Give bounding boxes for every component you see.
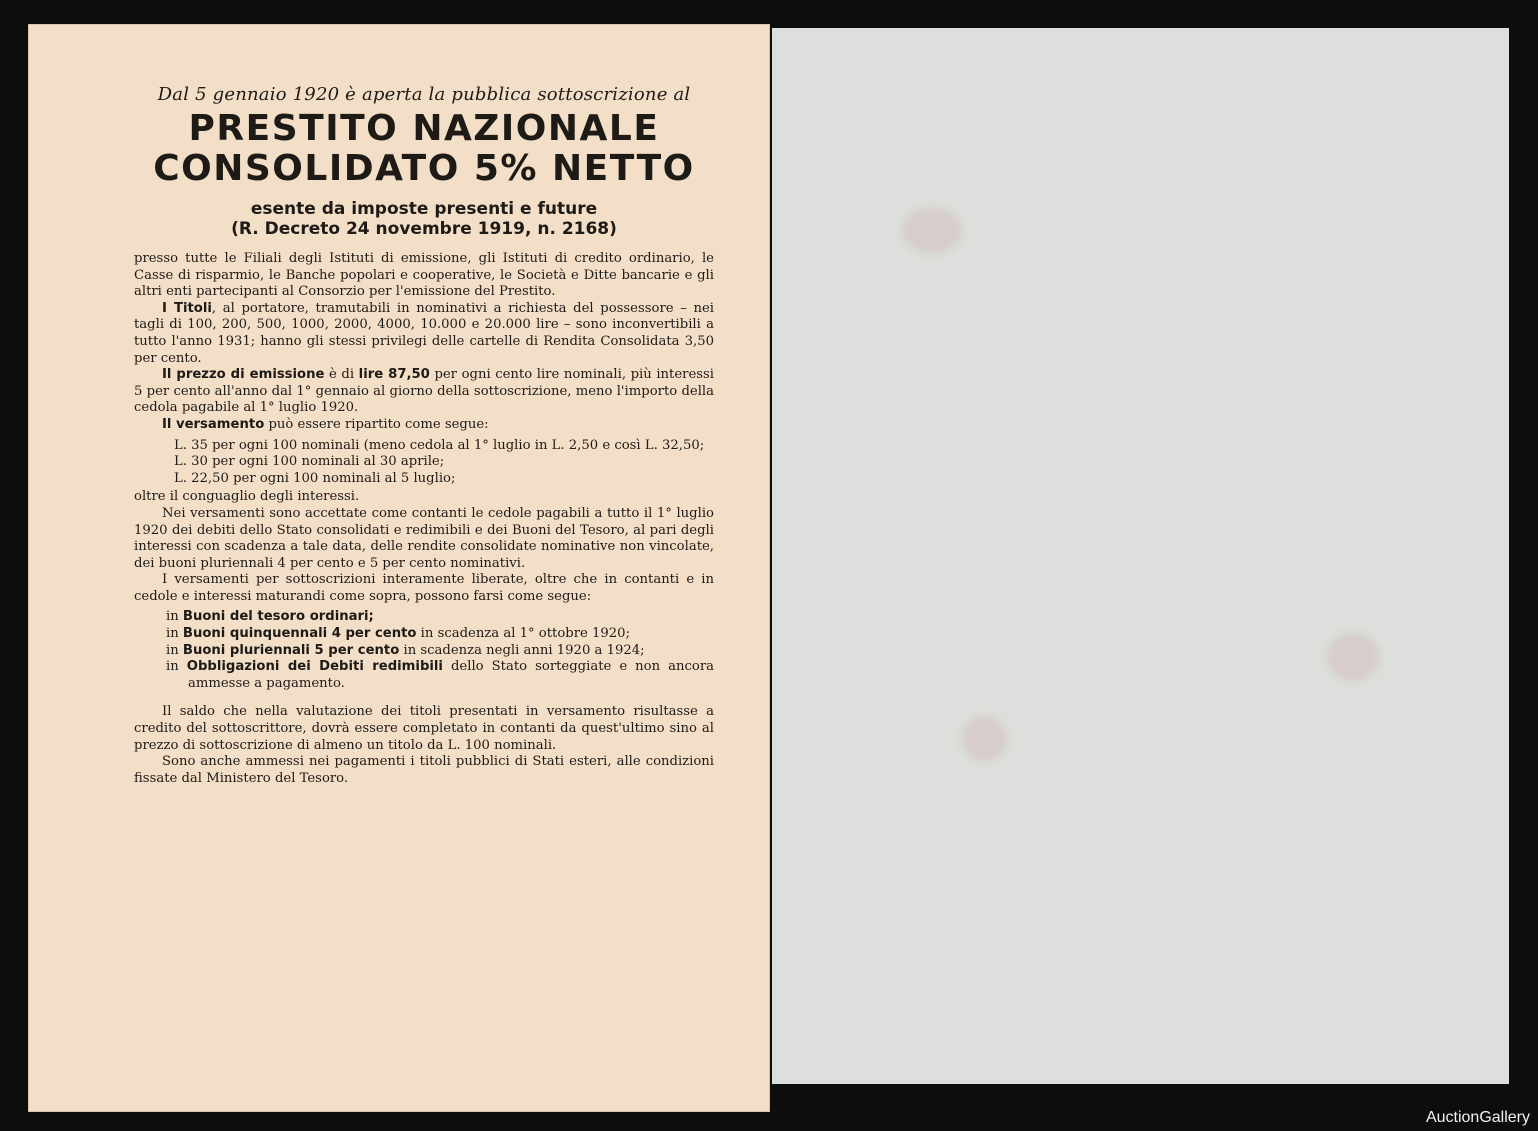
paragraph-contanti: Nei versamenti sono accettate come contanti le cedole pagabili a tutto il 1° luglio 1920 dei debiti dello Stato consolidati e redimibili e dei Buoni del Tesoro, al pari degli interessi con scadenza a tale data, delle rendite consolidate nominative non vincolate, dei buoni pluriennali 4 per cento e 5 per cento nominativi. (134, 505, 714, 571)
versamento-label: Il versamento (162, 416, 265, 432)
prezzo-label: Il prezzo di emissione (162, 367, 325, 383)
titoli-label: I Titoli (162, 300, 212, 316)
title-line-1: PRESTITO NAZIONALE (188, 108, 660, 149)
stain (962, 716, 1007, 761)
prezzo-mid: è di (324, 367, 359, 383)
option-4: in Obbligazioni dei Debiti redimibili dello Stato sorteggiate e non ancora ammesse a pagamento. (166, 659, 714, 691)
titoli-text: , al portatore, tramutabili in nominativi a richiesta del possessore – nei tagli di 100, 200, 500, 1000, 2000, 4000, 10.000 e 20.000 lire – sono inconvertibili a tutto l'anno 1931; hanno gli stessi privilegi delle cartelle di Rendita Consolidata 3,50 per cento. (134, 300, 714, 366)
option-3: in Buoni pluriennali 5 per cento in scadenza negli anni 1920 a 1924; (166, 642, 645, 658)
paragraph-titoli (134, 301, 714, 367)
body-text (134, 251, 714, 787)
paragraph-liberate: I versamenti per sottoscrizioni interamente liberate, oltre che in contanti e in cedole e interessi maturandi come sopra, possono farsi come segue: (134, 572, 714, 604)
loan-announcement (134, 84, 714, 787)
right-page (772, 28, 1509, 1084)
title-line-2: CONSOLIDATO 5% NETTO (153, 148, 695, 189)
paragraph-saldo: Il saldo che nella valutazione dei titoli presentati in versamento risultasse a credito del sottoscrittore, dovrà essere completato in contanti da quest'ultimo sino al prezzo di sottoscrizione di almeno un titolo da L. 100 nominali. (134, 704, 714, 753)
installments-list (174, 438, 714, 488)
stain (1327, 633, 1379, 681)
paragraph-versamento (134, 417, 714, 434)
installment-3: L. 22,50 per ogni 100 nominali al 5 luglio; (174, 470, 456, 486)
paragraph-prezzo (134, 367, 714, 417)
options-list (148, 609, 714, 692)
paragraph-conguaglio: oltre il conguaglio degli interessi. (134, 489, 360, 505)
installment-2: L. 30 per ogni 100 nominali al 30 aprile; (174, 454, 445, 470)
subtitle: esente da imposte presenti e future (250, 199, 598, 219)
intro-line: Dal 5 gennaio 1920 è aperta la pubblica sottoscrizione al (157, 84, 691, 105)
prezzo-text: per ogni cento lire nominali, più interessi 5 per cento all'anno dal 1° gennaio al giorno della sottoscrizione, meno l'importo della cedola pagabile al 1° luglio 1920. (134, 367, 715, 416)
left-page (28, 24, 770, 1112)
option-1: in Buoni del tesoro ordinari; (166, 609, 374, 625)
paragraph-esteri: Sono anche ammessi nei pagamenti i titoli pubblici di Stati esteri, alle condizioni fissate dal Ministero del Tesoro. (134, 754, 714, 786)
watermark: AuctionGallery (1425, 1109, 1530, 1126)
versamento-text: può essere ripartito come segue: (264, 416, 489, 432)
paragraph-1: presso tutte le Filiali degli Istituti di emissione, gli Istituti di credito ordinario, le Casse di risparmio, le Banche popolari e cooperative, le Società e Ditte bancarie e gli altri enti partecipanti al Consorzio per l'emissione del Prestito. (134, 251, 714, 300)
decree: (R. Decreto 24 novembre 1919, n. 2168) (231, 219, 617, 239)
stain (902, 208, 962, 253)
prezzo-value: lire 87,50 (358, 367, 430, 383)
installment-1: L. 35 per ogni 100 nominali (meno cedola al 1° luglio in L. 2,50 e così L. 32,50; (174, 437, 705, 453)
option-2: in Buoni quinquennali 4 per cento in scadenza al 1° ottobre 1920; (166, 626, 631, 642)
